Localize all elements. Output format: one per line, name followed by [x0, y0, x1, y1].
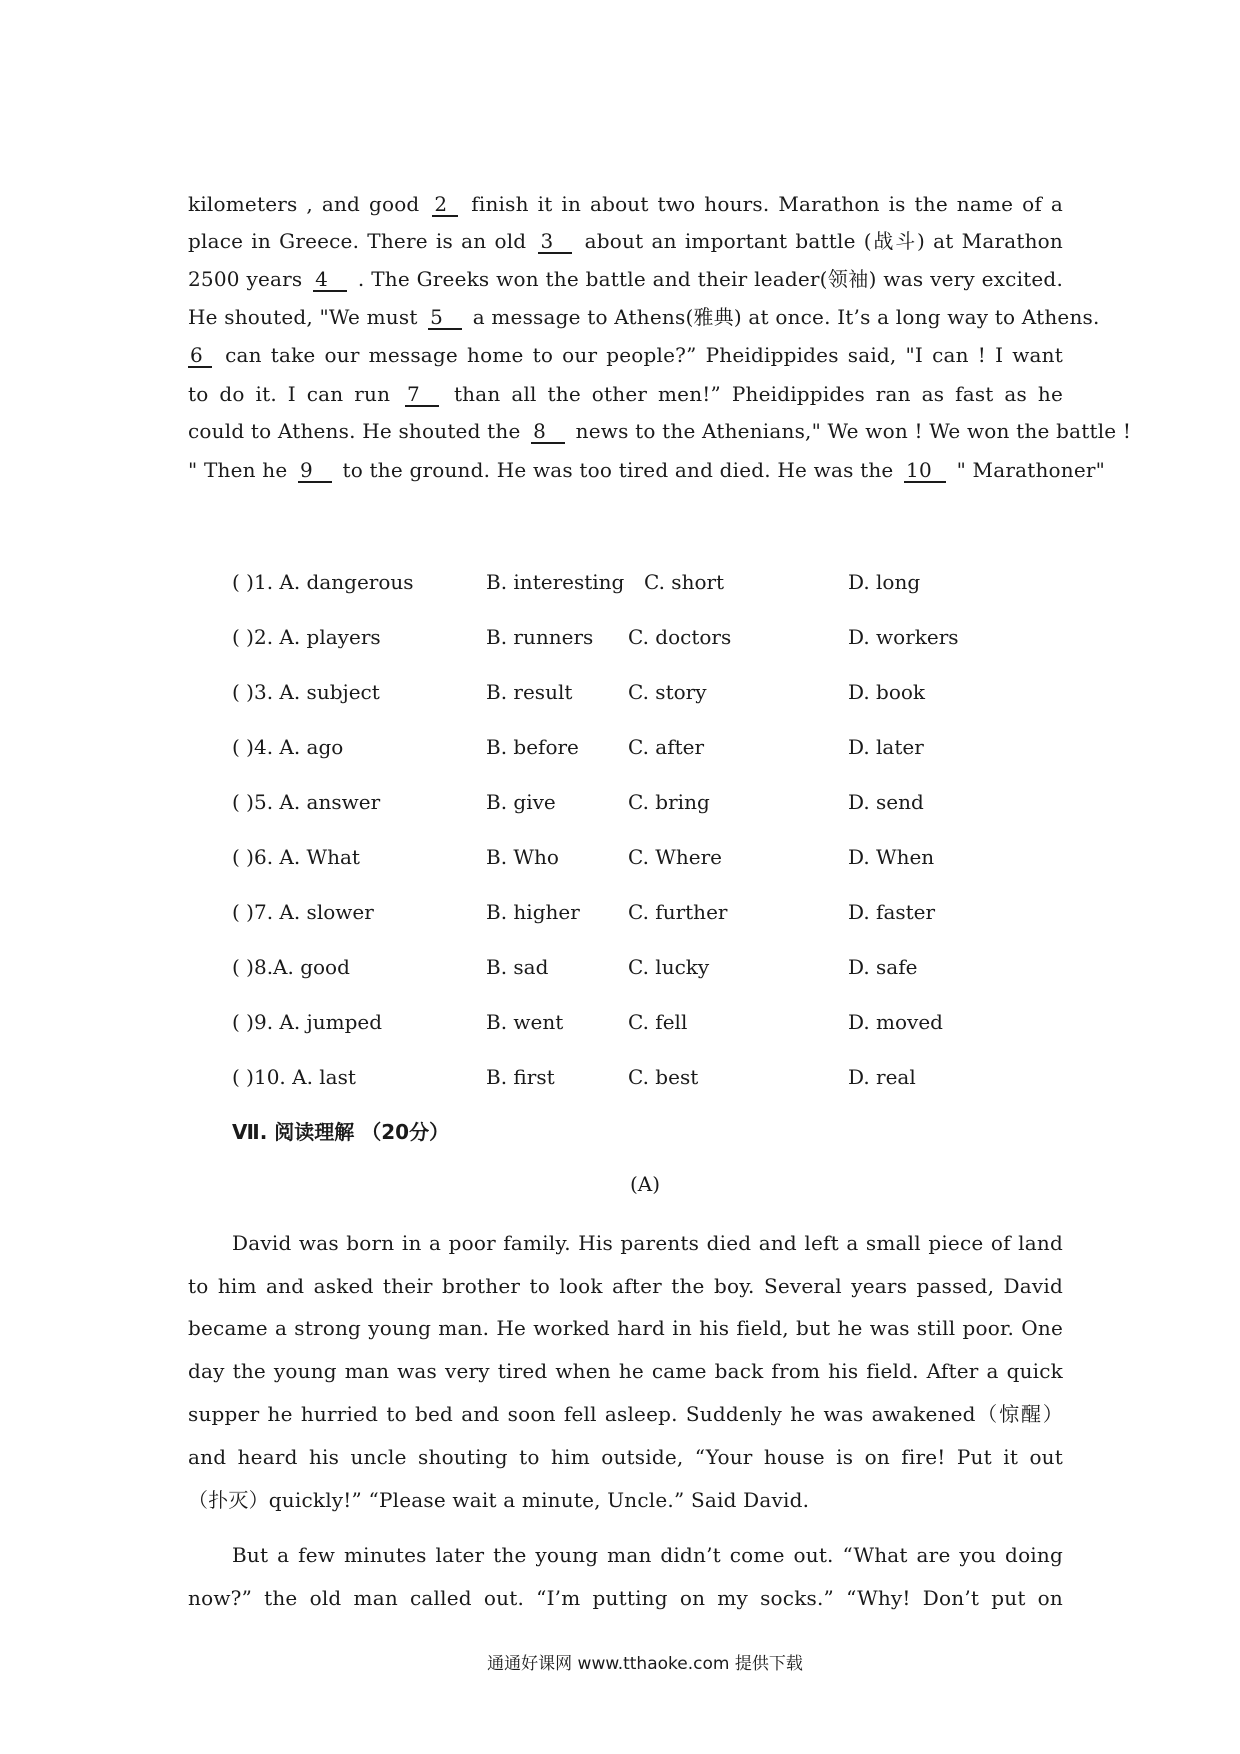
option-a: ( )8.A. good [232, 955, 350, 979]
passage-text: than all the other men!” Pheidippides ran as fast as he [453, 382, 1064, 406]
reading-line: day the young man was very tired when he came back from his field. After a quick [188, 1359, 1063, 1383]
option-a: ( )4. A. ago [232, 735, 344, 759]
reading-line: and heard his uncle shouting to him outside, “Your house is on fire! Put it out [188, 1445, 1063, 1469]
option-b: B. runners [486, 625, 594, 649]
blank-10: 10 [904, 459, 946, 483]
option-a: ( )1. A. dangerous [232, 570, 414, 594]
passage-text: place in Greece. There is an old [188, 229, 527, 253]
option-b: B. give [486, 790, 556, 814]
option-row-5 [232, 788, 1032, 816]
blank-4: 4 [313, 268, 347, 292]
option-b: B. first [486, 1065, 555, 1089]
option-c: C. Where [628, 845, 722, 869]
option-a: ( )2. A. players [232, 625, 381, 649]
option-row-1 [232, 568, 1032, 596]
option-c: C. further [628, 900, 728, 924]
blank-5: 5 [428, 306, 462, 330]
reading-line: David was born in a poor family. His parents died and left a small piece of land [232, 1231, 1063, 1255]
passage-text: can take our message home to our people?” Pheidippides said, "I can ! I want [225, 343, 1063, 367]
option-b: B. Who [486, 845, 559, 869]
passage-text: . The Greeks won the battle and their leader(领袖) was very excited. [357, 267, 1063, 291]
option-c: C. best [628, 1065, 699, 1089]
option-d: D. send [848, 790, 924, 814]
passage-text: to the ground. He was too tired and died. He was the [342, 458, 894, 482]
blank-3: 3 [538, 230, 572, 254]
passage-line-3 [188, 266, 1063, 292]
blank-8: 8 [531, 420, 565, 444]
blank-9: 9 [298, 459, 332, 483]
option-c: C. after [628, 735, 705, 759]
reading-line: became a strong young man. He worked hard in his field, but he was still poor. One [188, 1316, 1063, 1340]
option-row-2 [232, 623, 1032, 651]
passage-text: kilometers , and good [188, 192, 420, 216]
option-c: C. doctors [628, 625, 732, 649]
option-b: B. went [486, 1010, 564, 1034]
option-d: D. faster [848, 900, 936, 924]
option-a: ( )9. A. jumped [232, 1010, 383, 1034]
passage-line-7 [188, 418, 1132, 444]
passage-text: He shouted, "We must [188, 305, 418, 329]
passage-text: a message to Athens(雅典) at once. It’s a long way to Athens. [472, 305, 1100, 329]
option-b: B. before [486, 735, 579, 759]
option-row-10 [232, 1063, 1032, 1091]
passage-line-2 [188, 228, 1063, 254]
option-d: D. book [848, 680, 926, 704]
option-d: D. real [848, 1065, 916, 1089]
passage-line-6 [188, 381, 1063, 407]
part-label: (A) [629, 1172, 661, 1196]
reading-line: now?” the old man called out. “I’m putting on my socks.” “Why! Don’t put on [188, 1586, 1063, 1610]
option-a: ( )10. A. last [232, 1065, 356, 1089]
reading-line: （扑灭）quickly!” “Please wait a minute, Uncle.” Said David. [188, 1488, 810, 1512]
reading-line: But a few minutes later the young man didn’t come out. “What are you doing [232, 1543, 1063, 1567]
passage-text: " Then he [188, 458, 288, 482]
option-a: ( )6. A. What [232, 845, 360, 869]
reading-line: supper he hurried to bed and soon fell asleep. Suddenly he was awakened（惊醒） [188, 1402, 1063, 1426]
passage-line-4 [188, 304, 1100, 330]
option-row-4 [232, 733, 1032, 761]
option-b: B. result [486, 680, 573, 704]
option-a: ( )7. A. slower [232, 900, 374, 924]
option-c: C. short [644, 570, 725, 594]
passage-text: finish it in about two hours. Marathon is the name of a [471, 192, 1064, 216]
option-b: B. higher [486, 900, 580, 924]
option-row-6 [232, 843, 1032, 871]
blank-6: 6 [188, 344, 212, 368]
option-d: D. safe [848, 955, 918, 979]
option-d: D. When [848, 845, 935, 869]
passage-text: to do it. I can run [188, 382, 391, 406]
blank-2: 2 [432, 193, 458, 217]
section-heading: Ⅶ. 阅读理解 （20分） [232, 1120, 450, 1144]
passage-text: 2500 years [188, 267, 303, 291]
option-d: D. moved [848, 1010, 943, 1034]
option-d: D. later [848, 735, 924, 759]
option-c: C. fell [628, 1010, 688, 1034]
blank-7: 7 [405, 383, 439, 407]
option-row-8 [232, 953, 1032, 981]
reading-line: to him and asked their brother to look after the boy. Several years passed, David [188, 1274, 1063, 1298]
option-row-3 [232, 678, 1032, 706]
passage-line-1 [188, 191, 1063, 217]
option-c: C. lucky [628, 955, 710, 979]
passage-line-5 [188, 342, 1063, 368]
option-c: C. story [628, 680, 707, 704]
option-c: C. bring [628, 790, 710, 814]
page-footer: 通通好课网 www.tthaoke.com 提供下载 [487, 1654, 803, 1674]
option-d: D. workers [848, 625, 959, 649]
option-a: ( )3. A. subject [232, 680, 380, 704]
option-b: B. sad [486, 955, 549, 979]
passage-text: " Marathoner" [956, 458, 1106, 482]
option-row-7 [232, 898, 1032, 926]
passage-text: about an important battle (战斗) at Marathon [584, 229, 1063, 253]
option-a: ( )5. A. answer [232, 790, 381, 814]
option-b: B. interesting [486, 570, 625, 594]
option-row-9 [232, 1008, 1032, 1036]
passage-text: news to the Athenians," We won ! We won the battle ! [575, 419, 1132, 443]
option-d: D. long [848, 570, 921, 594]
passage-line-8 [188, 457, 1106, 483]
passage-text: could to Athens. He shouted the [188, 419, 521, 443]
